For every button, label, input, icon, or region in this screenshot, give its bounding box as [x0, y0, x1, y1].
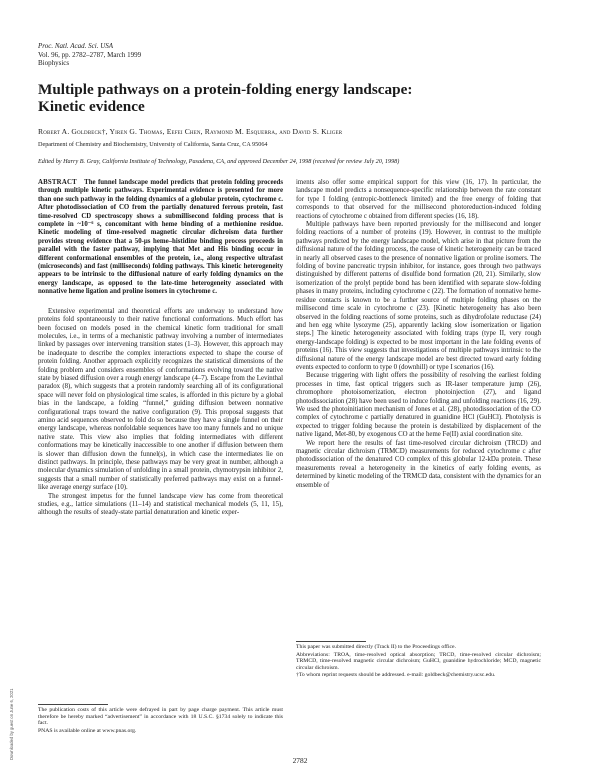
- article-title: [38, 81, 568, 115]
- body-paragraph: iments also offer some empirical support for this view (16, 17). In particular, the landscape model predicts a nonsequence-specific relationship between the rate constant for type I folding (entropic-bottleneck limited) and the free energy of folding that corresponds to that observed for the millisecond photoreduction-induced folding reactions of cytochrome c obtained from different species (16, 18).: [296, 179, 541, 220]
- page-number: 2782: [292, 756, 308, 765]
- footnote-text: This paper was submitted directly (Track II) to the Proceedings office.: [296, 644, 456, 650]
- body-paragraph: We report here the results of fast time-resolved circular dichroism (TRCD) and magnetic circular dichroism (TRMCD) measurements for reduced cytochrome c after photodissociation of the denatured CO complex of this globular 12-kDa protein. These measurements reveal a heterogeneity in the kinetics of early folding events, as determined by kinetic modeling of the TRMCD data, consistent with the dynamics for an ensemble of: [296, 439, 541, 489]
- volume-line: Vol. 96, pp. 2782–2787, March 1999: [38, 50, 142, 59]
- body-paragraph: Because triggering with light offers the possibility of resolving the earliest folding processes in time, fast optical triggers such as IR-laser temperature jump (26), chromophore photoisomerization, electron photoinjection (27), and ligand photodissociation (28) have been used to induce folding and unfolding reactions (16, 29). We used the photoinitiation mechanism of Jones et al. (28), photodissociation of the CO complex of cytochrome c partially denatured in guanidine HCl (GuHCl). Photolysis is expected to trigger folding because the protein is destabilized by displacement of the native ligand, Met-80, by exogenous CO at the heme Fe(II) axial coordination site.: [296, 372, 541, 439]
- footnote-text: PNAS is available online at www.pnas.org.: [38, 727, 137, 734]
- footnote-rule-right: [296, 641, 366, 642]
- body-paragraph: Extensive experimental and theoretical efforts are underway to understand how proteins fold spontaneously to their native functional conformations. Much effort has been focused on models posed in the chemical kinetic form traditional for small molecules, i.e., in terms of a mechanistic pathway involving a number of intermediates linked by passages over intervening transition states (1–3). However, this approach may be inadequate to describe the complex interactions expected to shape the course of protein folding. Another approach explicitly recognizes the statistical dimensions of the folding problem and considers ensembles of conformations evolving toward the native state by biased diffusion over a rough energy landscape (4–7). Escape from the Levinthal paradox (8), which suggests that a protein randomly searching all of its configurational space will never fold on physiological time scales, is afforded in this picture by a global bias in the landscape, a folding “funnel,” guiding diffusion between nonnative configurational traps toward the native configuration (9). This proposal suggests that amino acid sequences observed to fold do so because they have a single funnel on their energy landscape, whereas nonfoldable sequences have too many funnels and no unique native state. This view also implies that folding intermediates with different conformations may be kinetically inaccessible to one another if diffusion between them is slower than diffusion down the funnel(s), in which case the intermediates lie on distinct pathways. In principle, these pathways may be very great in number, although a molecular dynamics simulation of unfolding in a small protein, chymotrypsin inhibitor 2, suggests that a small number of statistically preferred pathways may exist on a funnel-like average energy surface (10).: [38, 307, 283, 492]
- sidebar-text: Downloaded by guest on June 6, 2021: [9, 688, 14, 760]
- section-label: Biophysics: [38, 59, 70, 68]
- journal-header: [38, 42, 141, 68]
- right-column: [296, 179, 541, 490]
- body-paragraph: Multiple pathways have been reported previously for the millisecond and longer folding reactions of a number of proteins (19). However, in contrast to the multiple pathways predicted by the energy landscape model, which arise in that picture from the diffusional nature of the folding process, the cause of kinetic heterogeneity can be traced in nearly all observed cases to the presence of nonnative ligation or proline isomers. The folding of bovine pancreatic trypsin inhibitor, for instance, goes through two pathways distinguished by different patterns of disulfide bond formation (20, 21). Similarly, slow isomerization of the prolyl peptide bond has been identified with separate slow-folding phases in many proteins, including cytochrome c (22). The formation of nonnative heme-residue contacts is known to be a further source of multiple folding phases on the millisecond time scale in cytochrome c (23). [Kinetic heterogeneity has also been observed in the folding reactions of some proteins, such as dihydrofolate reductase (24) and hen egg white lysozyme (25), apparently lacking slow isomerization or ligation steps.] The kinetic heterogeneity associated with folding traps (type II, very rough energy-landscape folding) is expected to be most important in the late folding events of proteins (16). This view suggests that investigations of multiple pathways intrinsic to the diffusional nature of the energy landscape model are best directed toward early folding events expected to conform to type 0 (downhill) or type I scenarios (16).: [296, 221, 541, 371]
- footnote-right: [296, 644, 541, 680]
- title-line-1: Multiple pathways on a protein-folding energy landscape:: [38, 81, 413, 98]
- download-sidebar: [3, 600, 14, 760]
- footnote-text: †To whom reprint requests should be addressed. e-mail: goldbeck@chemistry.ucsc.edu.: [296, 672, 496, 679]
- edited-by-line: Edited by Harry B. Gray, California Institute of Technology, Pasadena, CA, and approved December 24, 1998 (received for review July 20, 1998): [38, 158, 400, 165]
- journal-name: Proc. Natl. Acad. Sci. USA: [38, 42, 114, 50]
- affiliation: Department of Chemistry and Biochemistry, University of California, Santa Cruz, CA 95064: [38, 141, 268, 148]
- author-list: Robert A. Goldbeck†, Yiren G. Thomas, Eefei Chen, Raymond M. Esquerra, and David S. Kliger: [38, 127, 343, 136]
- left-column: [38, 179, 283, 518]
- title-line-2: Kinetic evidence: [38, 98, 145, 115]
- body-paragraph: The strongest impetus for the funnel landscape view has come from theoretical studies, e.g., lattice simulations (11–14) and statistical mechanical models (5, 11, 15), although the results of steady-state partial denaturation and kinetic exper-: [38, 492, 283, 517]
- footnote-rule-left: [38, 704, 108, 705]
- footnote-text: The publication costs of this article were defrayed in part by page charge payment. This article must therefore be hereby marked “advertisement” in accordance with 18 U.S.C. §1734 solely to indicate this fact.: [38, 707, 283, 727]
- footnote-left: [38, 707, 283, 735]
- abstract-text: The funnel landscape model predicts that protein folding proceeds through multiple kinetic pathways. Experimental evidence is presented for more than one such pathway in the folding dynamics of a globular protein, cytochrome c. After photodissociation of CO from the partially denatured ferrous protein, fast time-resolved CD spectroscopy shows a submillisecond folding process that is complete in ~10⁻⁶ s, concomitant with heme binding of a methionine residue. Kinetic modeling of time-resolved magnetic circular dichroism data further provides strong evidence that a 50-μs heme–histidine binding process proceeds in parallel with the faster pathway, implying that Met and His binding occur in different conformational ensembles of the protein, i.e., along respective ultrafast (microseconds) and fast (milliseconds) folding pathways. This kinetic heterogeneity appears to be intrinsic to the diffusional nature of early folding dynamics on the energy landscape, as opposed to the late-time heterogeneity associated with nonnative heme ligation and proline isomers in cytochrome c.: [38, 179, 283, 296]
- abstract: [38, 179, 283, 297]
- abstract-label: ABSTRACT: [38, 179, 77, 186]
- footnote-text: Abbreviations: TROA, time-resolved optical absorption; TRCD, time-resolved circular dichroism; TRMCD, time-resolved magnetic circular dichroism; GuHCl, guanidine hydrochloride; MCD, magnetic circular dichroism.: [296, 651, 541, 671]
